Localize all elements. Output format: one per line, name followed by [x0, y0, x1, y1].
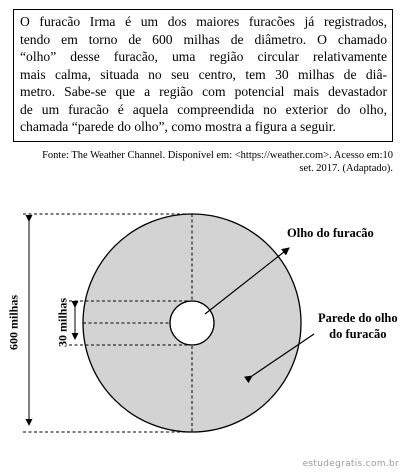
label-eyewall: [318, 310, 398, 342]
problem-text-box: [13, 9, 393, 142]
paragraph-line: de um furacão é aquela compreendida no exterior do olho,: [20, 101, 387, 117]
paragraph-line: mais calma, situada no seu centro, tem 30 milhas de diâ-: [20, 66, 387, 82]
label-eye: Olho do furacão: [287, 226, 374, 240]
source-line: set. 2017. (Adaptado).: [299, 163, 393, 174]
dim-outer-label: 600 milhas: [6, 295, 21, 351]
label-eyewall-line-2: do furacão: [329, 327, 387, 341]
dim-inner-label: 30 milhas: [55, 298, 70, 348]
paragraph-line: chamada “parede do olho”, como mostra a figura a seguir.: [20, 119, 336, 134]
paragraph-line: tendo em torno de 600 milhas de diâmetro. O chamado: [20, 31, 387, 47]
paragraph-line: “olho” desse furacão, uma região circular relativamente: [20, 49, 387, 64]
paragraph-line: metro. Sabe-se que a região com potencial mais devastador: [20, 84, 387, 99]
label-eyewall-line-1: Parede do olho: [318, 311, 398, 325]
eye-disc: [170, 301, 214, 345]
watermark: estudegratis.com.br: [302, 459, 399, 469]
source-line: Fonte: The Weather Channel. Disponível em: <https://weather.com>. Acesso em:10: [42, 150, 393, 161]
hurricane-figure: [0, 190, 407, 450]
source-citation: [18, 149, 393, 175]
paragraph-line: O furacão Irma é um dos maiores furacões já registrados,: [20, 14, 387, 29]
